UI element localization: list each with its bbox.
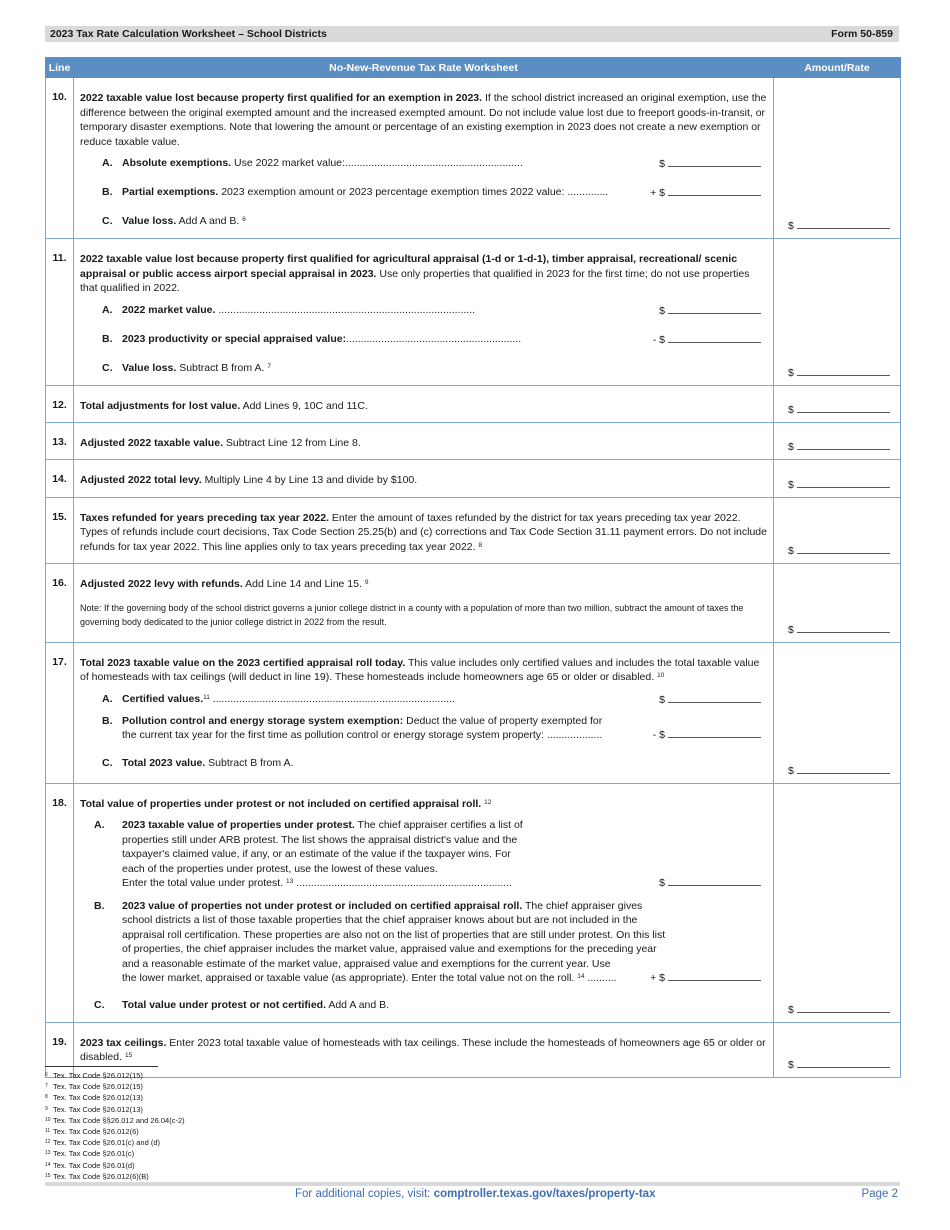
line-11b-amount-field[interactable]	[668, 332, 761, 343]
sub-label: Partial exemptions.	[122, 186, 219, 198]
line-14-description	[74, 459, 774, 497]
sub-letter: B.	[94, 899, 105, 912]
line-15-amount-cell	[774, 497, 901, 563]
amount-sign: $	[788, 764, 794, 777]
line-15-amount-field[interactable]	[797, 543, 890, 554]
line-10-title: 2022 taxable value lost because property first qualified for an exemption in 2023.	[80, 92, 483, 104]
sub-letter: C.	[102, 361, 113, 374]
footnote: 8 Tex. Tax Code §26.012(13)	[45, 1093, 143, 1103]
line-15-text: Enter the amount of taxes refunded by the district for tax years preceding tax year 2022. Types of refunds include court decisions, Tax Code Section 25.25(b) and (c) corrections and Tax Code Section 31.11 payment errors. Do not include refunds for tax year 2022. This line applies only to tax years preceding tax year 2022.	[80, 511, 767, 553]
line-18-row	[46, 783, 901, 1022]
amount-sign: $	[788, 440, 794, 453]
line-17-title: Total 2023 taxable value on the 2023 certified appraisal roll today.	[80, 656, 406, 669]
amount-sign: $	[788, 544, 794, 557]
line-16-note: Note: If the governing body of the school district governs a junior college district in a county with a population of more than two million, subtract the amount of taxes the governing body dedicated to the junior college district in 2022 from the result.	[80, 603, 744, 627]
line-number: 10.	[46, 78, 74, 239]
col-amount-header: Amount/Rate	[774, 58, 901, 78]
sub-label: 2023 taxable value of properties under protest.	[122, 819, 355, 831]
line-12-text: Add Lines 9, 10C and 11C.	[240, 399, 368, 412]
amount-sign: + $	[650, 972, 665, 984]
line-11-title: 2022 taxable value lost because property first qualified for agricultural appraisal (1-d or 1-d-1), timber appraisal, recreational/ scenic appraisal or public access airport special appraisal in 2023.	[80, 253, 738, 280]
amount-sign: $	[788, 366, 794, 379]
line-19-text: Enter 2023 total taxable value of homesteads with tax ceilings. These include the homesteads of homeowners age 65 or older or disabled.	[80, 1036, 766, 1063]
line-17-text: This value includes only certified values and includes the total taxable value of homesteads with tax ceilings (will deduct in line 19). These homesteads include homeowners age 65 or older or disabled.	[80, 656, 760, 683]
line-number: 16.	[46, 563, 74, 642]
copies-text: For additional copies, visit:	[295, 1188, 434, 1200]
line-16-text: Add Line 14 and Line 15.	[242, 577, 362, 590]
line-16-amount-field[interactable]	[797, 622, 890, 633]
sub-letter: C.	[102, 215, 113, 227]
line-13-title: Adjusted 2022 taxable value.	[80, 436, 223, 449]
amount-sign: $	[659, 693, 665, 706]
line-13-amount-field[interactable]	[797, 439, 890, 450]
sub-label: Total value under protest or not certified.	[122, 998, 326, 1011]
line-15-title: Taxes refunded for years preceding tax year 2022.	[80, 511, 330, 524]
line-11-text: Use only properties that qualified in 2023 for the first time; do not use properties that qualified in 2022.	[80, 267, 750, 294]
line-18-amount-cell	[774, 783, 901, 1022]
sub-label: Pollution control and energy storage system exemption:	[122, 714, 404, 727]
line-12-amount-cell	[774, 385, 901, 422]
sub-letter: A.	[102, 303, 113, 316]
sub-label: Absolute exemptions.	[122, 157, 232, 169]
line-11a-amount-field[interactable]	[668, 303, 761, 314]
footnote-ref: 7	[267, 362, 271, 370]
line-16-row	[46, 563, 901, 642]
table-header-row	[46, 58, 901, 78]
line-number: 11.	[46, 239, 74, 386]
copies-link[interactable]: comptroller.texas.gov/taxes/property-tax	[433, 1188, 656, 1200]
line-18-title: Total value of properties under protest or not included on certified appraisal roll.	[80, 797, 482, 810]
sub-text: the current tax year for the first time as pollution control or energy storage system property:	[122, 729, 544, 741]
sub-label: 2023 value of properties not under protest or included on certified appraisal roll.	[122, 899, 523, 912]
line-number: 14.	[46, 459, 74, 497]
amount-sign: $	[788, 220, 794, 232]
line-15-row	[46, 497, 901, 563]
sub-label: 2022 market value.	[122, 303, 216, 316]
footnote-ref: 6	[242, 216, 246, 223]
footnote-ref: 14	[577, 973, 585, 980]
line-11-description: 2022 taxable value lost because property first qualified for agricultural appraisal (1-d or 1-d-1), timber appraisal, recreational/ scenic appraisal or public access airport special appraisal in 2023. Use only properties that qualified in 2023 for the first time; do not use properties that qualified in 2022. A. 2022 market value. ........................................................................................ $ B. 2023 productivity or special appraised value:............................................................ - $ C. Value loss. Subtract B from A. $^7$	[74, 239, 774, 386]
footnote-ref: 10	[657, 672, 665, 679]
footnote: 9 Tex. Tax Code §26.012(13)	[45, 1104, 143, 1114]
amount-sign: $	[659, 877, 665, 889]
sub-text: Add A and B.	[176, 215, 240, 227]
sub-text: Deduct the value of property exempted for	[403, 714, 603, 727]
line-12-description	[74, 385, 774, 422]
line-14-row	[46, 459, 901, 497]
sub-letter: B.	[102, 332, 113, 345]
footnote: 14 Tex. Tax Code §26.01(d)	[45, 1160, 135, 1170]
sub-text: Add A and B.	[326, 998, 390, 1011]
line-13-row	[46, 422, 901, 459]
page-number: Page 2	[861, 1188, 898, 1200]
line-13-text: Subtract Line 12 from Line 8.	[222, 436, 361, 449]
sub-text: Subtract B from A.	[176, 361, 265, 374]
sub-letter: A.	[94, 819, 105, 831]
line-17-amount-cell	[774, 642, 901, 783]
line-18-description: Total value of properties under protest or not included on certified appraisal roll. $^{12}$ A. 2023 taxable value of properties under protest. The chief appraiser certifies a list of properties still under ARB protest. The list shows the appraisal district's value and the taxpayer's claimed value, if any, or an estimate of the value if the taxpayer wins. For each of the properties under protest, use the lowest of these values. Enter the total value under protest. $^{13}$ .......................................................................... $ B. 2023 value of properties not under protest or included on certified appraisal roll. The chief appraiser gives school districts a list of those taxable properties that the chief appraiser knows about but are not included in the appraisal roll certification. These properties are also not on the list of properties that are still under protest. On this list of properties, the chief appraiser includes the market value, appraised value and exemptions for the preceding year and a reasonable estimate of the market value, appraised value and exemptions for the current year. Use the lower market, appraised or taxable value (as appropriate). Enter the total value not on the roll. $^{14}$ .......... + $ C. Total value under protest or not certified. Add A and B.	[74, 783, 774, 1022]
line-18-amount-field[interactable]	[797, 1002, 890, 1013]
amount-sign: $	[788, 1003, 794, 1016]
line-19-title: 2023 tax ceilings.	[80, 1036, 167, 1049]
sub-letter: B.	[102, 186, 113, 198]
footnote-ref: 8	[478, 541, 483, 549]
line-10-amount-cell	[774, 78, 901, 239]
footnote-ref: 11	[203, 693, 210, 701]
line-19-amount-field[interactable]	[797, 1057, 890, 1068]
line-18a-amount-field[interactable]	[668, 875, 761, 886]
line-11-amount-field[interactable]	[797, 365, 890, 376]
footnotes	[45, 1066, 345, 1182]
page-footer	[45, 1188, 900, 1202]
line-11-row	[46, 239, 901, 386]
amount-sign: $	[788, 1058, 794, 1071]
line-13-amount-cell	[774, 422, 901, 459]
line-10-text: If the school district increased an original exemption, use the difference between the original exempted amount and the increased exempted amount. Do not include value lost due to freeport goods-in-transit, or temporary disaster exemptions. Note that lowering the amount or percentage of an existing exemption in 2023 does not create a new exemption or reduce taxable value.	[80, 92, 767, 148]
header-bar	[45, 26, 899, 42]
amount-sign: $	[659, 304, 665, 317]
sub-letter: B.	[102, 714, 113, 727]
sub-text: Enter the total value under protest.	[122, 877, 284, 889]
sub-label: Value loss.	[122, 361, 177, 374]
line-12-title: Total adjustments for lost value.	[80, 399, 241, 412]
footnote: 13 Tex. Tax Code §26.01(c)	[45, 1149, 135, 1159]
col-title-header: No-New-Revenue Tax Rate Worksheet	[74, 58, 774, 78]
line-13-description	[74, 422, 774, 459]
amount-sign: $	[788, 623, 794, 636]
amount-sign: $	[659, 158, 665, 170]
line-15-description	[74, 497, 774, 563]
line-10a-amount-field[interactable]	[668, 156, 761, 167]
line-number: 17.	[46, 642, 74, 783]
sub-label: Value loss.	[122, 215, 177, 227]
sub-label: 2023 productivity or special appraised value:	[122, 332, 347, 345]
copies-note	[295, 1188, 655, 1200]
line-19-amount-cell	[774, 1022, 901, 1077]
amount-sign: - $	[652, 729, 665, 741]
amount-sign: $	[788, 403, 794, 416]
sub-letter: A.	[102, 157, 113, 169]
line-17-description: Total 2023 taxable value on the 2023 certified appraisal roll today. This value includes only certified values and includes the total taxable value of homesteads with tax ceilings (will deduct in line 19). These homesteads include homeowners age 65 or older or disabled. $^{10}$ A. Certified values.$^{11}$ ................................................................................... $ B. Pollution control and energy storage system exemption: Deduct the value of property exempted for the current tax year for the first time as pollution control or energy storage system property: ................... - $ C. Total 2023 value. Subtract B from A.	[74, 642, 774, 783]
footer-rule	[45, 1182, 900, 1186]
line-14-amount-field[interactable]	[797, 477, 890, 488]
footnote: 7 Tex. Tax Code §26.012(15)	[45, 1082, 143, 1092]
col-line-header: Line	[46, 58, 74, 78]
amount-sign: + $	[650, 187, 665, 199]
amount-sign: - $	[652, 333, 665, 346]
footnote-ref: 9	[364, 578, 369, 586]
sub-label: Certified values.	[122, 692, 204, 705]
line-number: 12.	[46, 385, 74, 422]
line-12-amount-field[interactable]	[797, 402, 890, 413]
line-17a-amount-field[interactable]	[668, 692, 761, 703]
footnote-ref: 12	[484, 798, 492, 806]
footnote: 15 Tex. Tax Code §26.012(6)(B)	[45, 1171, 149, 1181]
line-14-amount-cell	[774, 459, 901, 497]
sub-text: The chief appraiser gives school districts a list of those taxable properties that the chief appraiser knows about but are not included in the appraisal roll certification. These properties are also not on the list of properties that are still under protest. On this list of properties, the chief appraiser includes the market value, appraised value and exemptions for the preceding year and a reasonable estimate of the market value, appraised value and exemptions for the current year. Use	[122, 899, 666, 970]
line-10-amount-field[interactable]	[797, 218, 890, 229]
footnote-ref: 15	[124, 1052, 133, 1059]
line-16-description	[74, 563, 774, 642]
footnote: 12 Tex. Tax Code §26.01(c) and (d)	[45, 1138, 161, 1148]
line-14-title: Adjusted 2022 total levy.	[80, 473, 202, 486]
line-17-row	[46, 642, 901, 783]
footnote: 6 Tex. Tax Code §26.012(15)	[45, 1071, 143, 1080]
line-17b-amount-field[interactable]	[668, 727, 761, 738]
line-10-description: 2022 taxable value lost because property first qualified for an exemption in 2023. If the school district increased an original exemption, use the difference between the original exempted amount and the increased exempted amount. Do not include value lost due to freeport goods-in-transit, or temporary disaster exemptions. Note that lowering the amount or percentage of an existing exemption in 2023 does not create a new exemption or reduce taxable value. A. Absolute exemptions. Use 2022 market value:............................................................. $ B. Partial exemptions. 2023 exemption amount or 2023 percentage exemption times 2022 value: .............. + $ C. Value loss. Add A and B. $^6$	[74, 78, 774, 239]
footnote-ref: 13	[286, 878, 294, 885]
sub-letter: A.	[102, 692, 113, 705]
line-number: 18.	[46, 783, 74, 1022]
line-11-amount-cell	[774, 239, 901, 386]
form-number: Form 50-859	[831, 28, 893, 40]
footnote-divider	[45, 1066, 158, 1067]
line-10-row	[46, 78, 901, 239]
footnote: 10 Tex. Tax Code §§26.012 and 26.04(c-2)	[45, 1115, 185, 1125]
sub-text: The chief appraiser certifies a list of properties still under ARB protest. The list shows the appraisal district's value and the taxpayer's claimed value, if any, or an estimate of the value if the taxpayer wins. For each of the properties under protest, use the lowest of these values.	[122, 819, 523, 875]
sub-letter: C.	[102, 756, 113, 769]
sub-label: Total 2023 value.	[122, 756, 206, 769]
worksheet-table	[45, 57, 901, 1078]
footnote: 11 Tex. Tax Code §26.012(6)	[45, 1127, 139, 1137]
line-18b-amount-field[interactable]	[668, 970, 761, 981]
sub-text: 2023 exemption amount or 2023 percentage exemption times 2022 value:	[218, 186, 565, 198]
line-number: 15.	[46, 497, 74, 563]
line-number: 13.	[46, 422, 74, 459]
line-10b-amount-field[interactable]	[668, 185, 761, 196]
amount-sign: $	[788, 478, 794, 491]
line-number: 19.	[46, 1022, 74, 1077]
line-17-amount-field[interactable]	[797, 763, 890, 774]
line-16-amount-cell	[774, 563, 901, 642]
line-12-row	[46, 385, 901, 422]
line-14-text: Multiply Line 4 by Line 13 and divide by $100.	[201, 473, 418, 486]
worksheet-title: 2023 Tax Rate Calculation Worksheet – School Districts	[50, 28, 327, 40]
sub-text: Use 2022 market value:	[231, 157, 345, 169]
sub-letter: C.	[94, 998, 105, 1011]
line-16-title: Adjusted 2022 levy with refunds.	[80, 577, 243, 590]
sub-text: Subtract B from A.	[205, 756, 294, 769]
sub-text: the lower market, appraised or taxable value (as appropriate). Enter the total value not on the roll.	[122, 972, 575, 984]
